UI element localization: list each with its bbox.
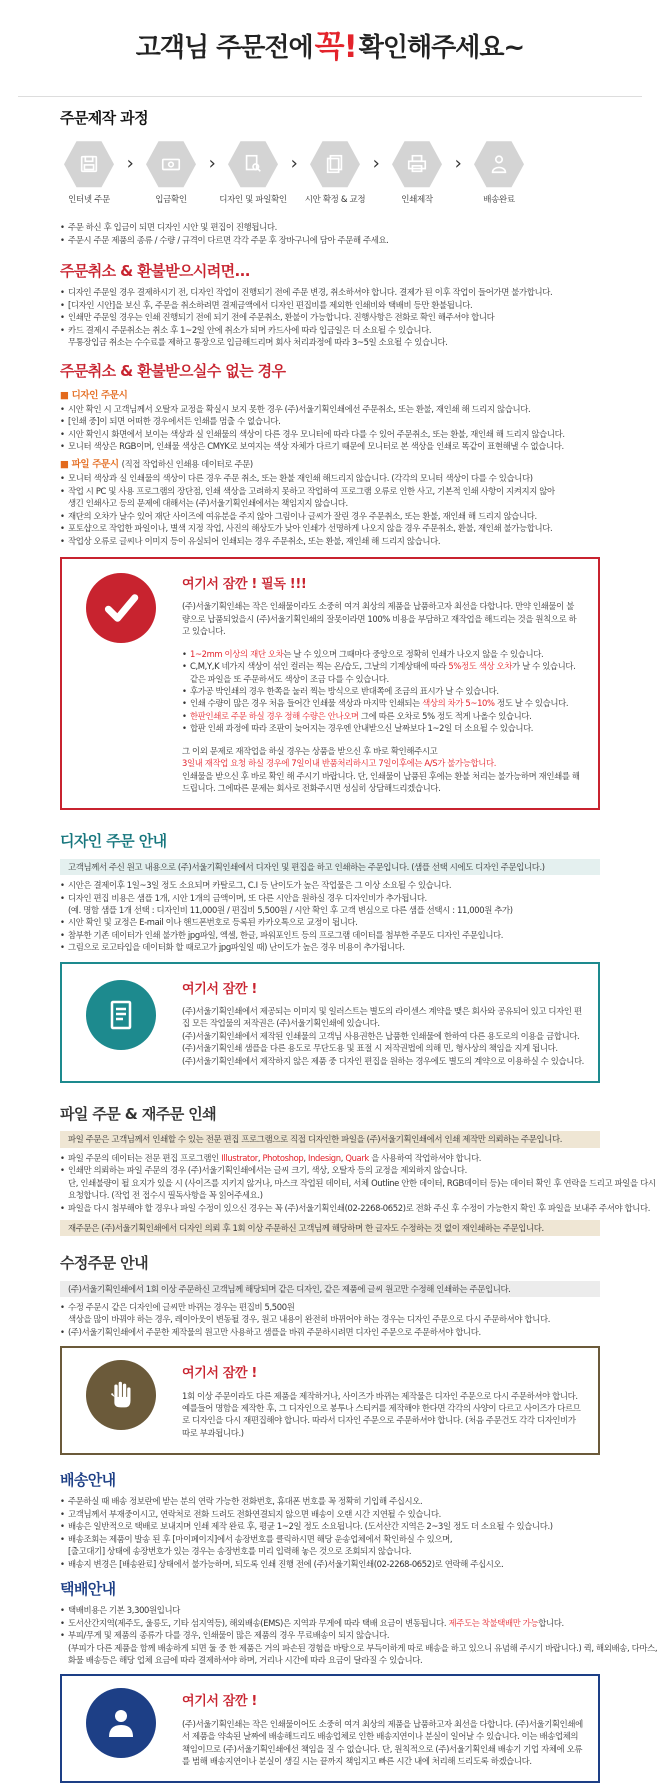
hero-accent: 꼭! [314, 29, 357, 66]
notice-line: (주)서울기획인쇄 샘플을 다른 용도로 무단도용 및 표절 시 저작권법에 의해 민, 형사상의 책임을 지게 됩니다. [182, 1043, 558, 1054]
refund-item: • 디자인 주문일 경우 결제하시기 전, 디자인 작업이 진행되기 전에 주문 변경, 취소하셔야 합니다. 결제가 된 이후 작업이 들어가면 불가합니다. [60, 286, 660, 298]
printer-icon [406, 153, 428, 175]
list-item: • 시안은 결제이후 1일~3일 정도 소요되며 카탈로그, C.I 등 난이도가 높은 작업물은 그 이상 소요될 수 있습니다. [60, 879, 660, 891]
list-item: • 디자인 편집 비용은 샘플 1개, 시안 1개의 금액이며, 또 다른 시안을 원하실 경우 디자인비가 추가됩니다. [60, 892, 660, 904]
list-item: 색상을 많이 바꿔야 하는 경우, 레이아웃이 변동될 경우, 원고 내용이 완전히 바뀌어야 하는 경우는 디자인 주문으로 다시 주문하셔야 합니다. [68, 1314, 551, 1325]
list-item: • 1~2mm 이상의 재단 오차는 날 수 있으며 그때마다 중앙으로 정확히 인쇄가 나오지 않을 수 있습니다. [182, 648, 580, 660]
step-proof: 시안 확정 & 교정 [308, 139, 362, 207]
file-order-rules [60, 472, 660, 547]
design-order-rules [60, 403, 660, 453]
refund-item: • [디자인 시안]을 보신 후, 주문을 취소하려면 결제금액에서 디자인 편집비를 제외한 인쇄비와 택배비 등만 환불됩니다. [60, 299, 660, 311]
list-item: • 고객님께서 부재중이시고, 연락처로 전화 드려도 전화연결되지 않으면 배송이 오랜 시간 지연될 수 있습니다. [60, 1508, 660, 1520]
list-item: • 배송조회는 제품이 발송 된 후 [마이페이지]에서 송장번호를 클릭하시면 해당 운송업체에서 확인하실 수 있으며, [60, 1533, 660, 1545]
person-icon [488, 153, 510, 175]
list-item: • 주문하실 때 배송 정보란에 받는 분의 연락 가능한 전화번호, 휴대폰 번호를 꼭 정확히 기입해 주십시오. [60, 1495, 660, 1507]
list-item: (예. 명함 샘플 1개 선택 : 디자인비 11,000원 / 편집비 5,500원 / 시안 확인 후 고객 변심으로 다른 샘플 선택시 : 11,000원 추가) [68, 904, 513, 915]
step-printing: 인쇄제작 [390, 139, 444, 207]
shipping-list [0, 1495, 660, 1570]
refund-item: • 카드 결제시 주문취소는 취소 후 1~2일 안에 취소가 되며 카드사에 따라 입금일은 더 소요될 수 있습니다. [60, 324, 660, 336]
design-order-title: 디자인 주문 안내 [60, 832, 167, 851]
notice-box-title: 여기서 잠깐 ! [182, 1694, 257, 1710]
process-note: • 주문시 주문 제품의 종류 / 수량 / 규격이 다르면 각각 주문 후 장바구니에 담아 주문해 주세요. [60, 234, 660, 246]
refund-list [0, 286, 660, 348]
list-item: • 후가공 박인쇄의 경우 한쪽을 눌러 찍는 방식으로 반대쪽에 조금의 표시가 날 수 있습니다. [182, 685, 580, 697]
file-order-list [0, 1152, 660, 1214]
notice-box-copyright [0, 962, 660, 1083]
notice-box-p1-red: 3일내 재작업 요청 하실 경우에 7일이내 반품처리하시고 7일이후에는 A/S가 불가능합니다. [182, 758, 497, 769]
list-item: • 참부한 기존 데이터가 인쇄 불가한 jpg파일, 엑셀, 한글, 파워포인트 등의 프로그램 데이터를 첨부한 주문도 디자인 주문입니다. [60, 929, 660, 941]
list-item: • 시안 확인 및 교정은 E-mail 이나 핸드폰번호로 등록된 카카오톡으로 교정이 됩니다. [60, 916, 660, 928]
process-note: • 주문 하신 후 입금이 되면 디자인 시안 및 편집이 진행됩니다. [60, 221, 660, 233]
step-file-check: 디자인 및 파일확인 [226, 139, 280, 207]
notice-box-must-read [0, 557, 660, 810]
notice-line: (주)서울기획인쇄에서 제공되는 이미지 및 일러스트는 별도의 라이센스 계약을 맺은 회사와 공유되어 있고 디자인 편집 모든 작업물의 저작권은 (주)서울기획인쇄에 있습니다. [182, 1005, 582, 1029]
list-item: • 파일을 다시 첨부해야 할 경우나 파일 수정이 있으신 경우는 꼭 (주)서울기획인쇄(02-2268-0652)로 전화 주신 후 수정이 가능한지 확인 후 파일을 보내주 주셔야 합니다. [60, 1202, 660, 1214]
step-arrow: › [126, 152, 134, 174]
refund-item-cont: 무통장입금 취소는 수수료를 제하고 통장으로 입금해드리며 회사 처리과정에 따라 3~5일 소요될 수 있습니다. [68, 337, 448, 347]
refund-item: • 인쇄만 주문일 경우는 인쇄 진행되기 전에 되기 전에 주문취소, 환불이 가능합니다. 진행사항은 전화로 확인 해주셔야 합니다 [60, 311, 660, 323]
notice-box-intro: (주)서울기획인쇄는 작은 인쇄물이라도 소중히 여겨 최상의 제품을 납품하고자 최선을 다합니다. 만약 인쇄물이 불량으로 납품되었을시 (주)서울기획인쇄의 잘못이라면 100% 비용을 부담하고 재작업을 해드리는 것을 원칙으로 하고 있습니다. [182, 601, 577, 637]
notice-box-delivery [0, 1674, 660, 1783]
hero-text-after: 확인해주세요~ [358, 32, 525, 63]
stop-hand-icon [86, 1360, 156, 1430]
documents-icon [324, 153, 346, 175]
list-item: • 인쇄 수량이 많은 경우 처음 들어간 인쇄물 색상과 마지막 인쇄되는 색상의 차가 5~10% 정도 날 수 있습니다. [182, 697, 580, 709]
file-order-programs: • 파일 주문의 데이터는 전문 편집 프로그램인 Illustrator, Photoshop, Indesign, Quark 을 사용하여 작업하셔야 합니다. [60, 1152, 660, 1164]
file-order-title: 파일 주문 & 재주문 인쇄 [60, 1105, 216, 1124]
no-refund-title: 주문취소 & 환불받으실수 없는 경우 [60, 362, 286, 381]
banknote-icon [160, 153, 182, 175]
list-item: • 한판인쇄로 주문 하실 경우 정해 수량은 안나오며 그에 따른 오차로 5% 정도 적게 나올수 있습니다. [182, 710, 580, 722]
list-item: • 부피/무게 및 제품의 종류가 다를 경우, 인쇄물이 많은 제품의 경우 무료배송이 되지 않습니다. [60, 1629, 660, 1641]
design-order-band: 고객님께서 주신 원고 내용으로 (주)서울기획인쇄에서 디자인 및 편집을 하고 인쇄하는 주문입니다. (샘플 선택 시에도 디자인 주문입니다.) [60, 859, 600, 875]
notice-box-title: 여기서 잠깐 ! [182, 981, 257, 997]
document-search-icon [242, 153, 264, 175]
notice-box-revision [0, 1346, 660, 1455]
list-item: • 작업상 오류로 글씨나 이미지 등이 유실되어 인쇄되는 경우 주문취소, 또는 환불, 재인쇄 해 드리지 않습니다. [60, 535, 660, 547]
notice-box-p1: 그 이외 문제로 재작업을 하실 경우는 상품을 받으신 후 바로 확인해주시고 [182, 745, 438, 756]
list-item: • 포토샵으로 작업한 파일이나, 별색 지정 작업, 사진의 해상도가 낮아 인쇄가 선명하게 나오지 않을 경우 주문취소, 환불, 재인쇄 불가능합니다. [60, 522, 660, 534]
revision-list [0, 1301, 660, 1338]
hero-text-before: 고객님 주문전에 [135, 32, 313, 63]
hero-title [0, 0, 660, 96]
notice-box-p2: 인쇄물을 받으신 후 바로 확인 해 주시기 바랍니다. 단, 인쇄물이 납품된 후에는 환불 처리는 불가능하며 재인쇄를 해드립니다. 그에따른 문제는 회사로 전화주시면 성심히 상담해드리겠습니다. [182, 770, 580, 794]
save-disk-icon [78, 153, 100, 175]
list-item: • 재단의 오차가 날수 있어 재단 사이즈에 여유분을 주지 않아 그림이나 글씨가 잘린 경우 주문취소, 또는 환불, 재인쇄 해 드리지 않습니다. [60, 510, 660, 522]
notice-line: (주)서울기획인쇄에서 제작하지 않은 제품 중 디자인 편집을 원하는 경우에도 별도의 계약으로 이용하실 수 있습니다. [182, 1055, 584, 1066]
step-delivery: 배송완료 [472, 139, 526, 207]
process-notes [0, 221, 660, 246]
step-arrow: › [290, 152, 298, 174]
list-item: • 모니터 색상은 RGB이며, 인쇄물 색상은 CMYK로 보여지는 색상 자체가 다르기 때문에 모니터로 본 색상을 인쇄로 똑같이 표현해낼 수 없습니다. [60, 440, 660, 452]
step-arrow: › [208, 152, 216, 174]
list-item: • 시안 확인시 화면에서 보이는 색상과 실 인쇄물의 색상이 다른 경우 모니터에 따라 다를 수 있어 주문취소, 또는 환불, 재인쇄 해 드리지 않습니다. [60, 428, 660, 440]
list-item: • 인쇄만 의뢰하는 파일 주문의 경우 (주)서울기획인쇄에서는 글씨 크기, 색상, 오탈자 등의 교정을 제외하지 않습니다. [60, 1164, 660, 1176]
process-steps [0, 139, 660, 221]
delivery-list [0, 1604, 660, 1666]
reorder-band: 재주문은 (주)서울기획인쇄에서 디자인 의뢰 후 1회 이상 주문하신 고객님께 해당하며 한 글자도 수정하는 것 없이 재인쇄하는 주문입니다. [60, 1220, 600, 1236]
notice-box-text: 1회 이상 주문이라도 다른 제품을 제작하거나, 사이즈가 바뀌는 제작물은 디자인 주문으로 다시 주문하셔야 합니다. 예를들어 명함을 제작한 후, 그 디자인으로 봉투나 스티커를 제작해야 한다면 각각의 사양이 다르고 사이즈가 다르므로 디자인을 다시 재편집해야 합니다. 따라서 디자인 주문으로 주문하셔야 합니다. (처음 주문건도 각각 디자인비가 따로 부과됩니다.) [182, 1390, 581, 1438]
list-item: • 택배비용은 기본 3,300원입니다 [60, 1604, 660, 1616]
revision-title: 수정주문 안내 [60, 1254, 148, 1273]
list-item: • 그림으로 로고타입을 데이터화 할 때로고가 jpg파일일 때) 난이도가 높은 경우 비용이 추가됩니다. [60, 941, 660, 953]
list-item: • 모니터 색상과 실 인쇄물의 색상이 다른 경우 주문 취소, 또는 환불 재인쇄 해드리지 않습니다. (각각의 모니터 색상이 다를 수 있습니다) [60, 472, 660, 484]
list-item: 단, 인쇄불량이 될 요지가 있을 시 (사이즈를 지키지 않거나, 마스크 작업된 데이터, 서체 Outline 안한 데이터, RGB데이터 등)는 데이터 확인 후 연락을 드리고 파일을 다시 요청합니다. (작업 전 접수시 필독사항을 꼭 읽어주세요.) [68, 1177, 656, 1201]
list-item: • 배송은 일반적으로 택배로 보내지며 인쇄 제작 완료 후, 평균 1~2일 정도 소요됩니다. (도서산간 지역은 2~3일 정도 더 소요될 수 있습니다.) [60, 1520, 660, 1532]
design-order-list [0, 879, 660, 954]
step-arrow: › [372, 152, 380, 174]
process-title: 주문제작 과정 [60, 109, 148, 127]
refund-title: 주문취소 & 환불받으시려면... [60, 262, 250, 281]
file-order-band: 파일 주문은 고객님께서 인쇄할 수 있는 전문 편집 프로그램으로 직접 디자인한 파일을 (주)서울기획인쇄에서 인쇄 제작만 의뢰하는 주문입니다. [60, 1131, 600, 1147]
delivery-item-cont: (부피가 다른 제품을 함께 배송하게 되면 둘 중 한 제품은 거의 파손된 경험을 바탕으로 부득이하게 따로 배송을 하고 있으니 유념해 주시기 바랍니다.) 퀵, 해외배송, 다마스, 화물 배송등은 해당 업체 요금에 따라 결제하셔야 하며, 거리나 시간에 따라 요금이 달라질 수 있습니다. [68, 1642, 658, 1666]
list-item: [출고대기] 상태에 송장번호가 있는 경우는 송장번호를 미리 입력해 놓은 것으로 조회되지 않습니다. [68, 1546, 412, 1557]
notice-box-text: (주)서울기획인쇄는 작은 인쇄물이어도 소중히 여겨 최상의 제품을 납품하고자 최선을 다합니다. (주)서울기획인쇄에서 제품을 약속된 날짜에 배송해드리도 배송업체로 인한 배송지연이나 분실이 일어날 수 있습니다. 이는 배송업체의 책임이므로 (주)서울기획인쇄에선 책임을 질 수 없습니다. 단, 원칙적으로 (주)서울기획인쇄 배송기 기업 자체에 오류를 범해 배송지연이나 분실이 생길 시는 끝까지 책임지고 빠른 시간 내에 처리해 드리도록 하겠습니다. [182, 1718, 583, 1767]
delivery-person-icon [86, 1688, 156, 1758]
shipping-title: 배송안내 [60, 1471, 116, 1490]
step-payment: 입금확인 [144, 139, 198, 207]
file-order-subtitle: ■ 파일 주문시 (직접 작업하신 인쇄용 데이터로 주문) [60, 459, 253, 471]
list-item: • [인쇄 중]이 되면 어떠한 경우에서든 인쇄를 멈출 수 없습니다. [60, 415, 660, 427]
list-item: • 수정 주문시 같은 디자인에 글씨만 바뀌는 경우는 편집비 5,500원 [60, 1301, 660, 1313]
list-item: • 도서산간지역(제주도, 울릉도, 기타 섬지역등), 해외배송(EMS)은 지역과 무게에 따라 택배 요금이 변동됩니다. 제주도는 착불택배만 가능합니다. [60, 1617, 660, 1629]
list-item-cont: 같은 파일을 또 주문하셔도 색상이 조금 다를 수 있습니다. [190, 673, 389, 684]
list-item: 생긴 인쇄사고 등의 문제에 대해서는 (주)서울기획인쇄에서는 책임지지 않습니다. [68, 498, 348, 509]
step-online-order: 인터넷 주문 [62, 139, 116, 207]
list-item: • (주)서울기획인쇄에서 주문한 제작물의 원고만 사용하고 샘플을 바꿔 주문하시려면 디자인 주문으로 주문하셔야 합니다. [60, 1326, 660, 1338]
no-refund-section [0, 387, 660, 547]
list-item: • 작업 시 PC 및 사용 프로그램의 장단점, 인쇄 색상을 고려하지 못하고 작업하여 프로그램 오류로 인한 사고, 기본적 인쇄 사항이 지켜지지 않아 [60, 485, 660, 497]
step-arrow: › [454, 152, 462, 174]
list-item: • 배송지 변경은 [배송완료] 상태에서 불가능하며, 되도록 인쇄 진행 전에 (주)서울기획인쇄(02-2268-0652)로 연락해 주십시오. [60, 1558, 660, 1570]
list-item: • 합판 인쇄 과정에 따라 조판이 늦어지는 경우엔 안내받으신 날짜보다 1~2일 더 소요될 수 있습니다. [182, 722, 580, 734]
notice-box-list [182, 648, 580, 735]
revision-band: (주)서울기획인쇄에서 1회 이상 주문하신 고객님께 해당되며 같은 디자인, 같은 제품에 글씨 원고만 수정해 인쇄하는 주문입니다. [60, 1281, 600, 1297]
design-order-subtitle: ■ 디자인 주문시 [60, 389, 128, 401]
check-icon [86, 573, 156, 643]
list-item: • C,M,Y,K 네가지 색상이 섞인 컬러는 찍는 온/습도, 그날의 기계상태에 따라 5%정도 색상 오차가 날 수 있습니다. [182, 660, 580, 672]
notice-line: (주)서울기획인쇄에서 제작된 인쇄물의 고객님 사용권한은 납품한 인쇄물에 한하여 다른 용도로의 이용을 금합니다. [182, 1030, 580, 1041]
notice-box-title: 여기서 잠깐 ! 필독 !!! [182, 577, 307, 593]
notice-box-title: 여기서 잠깐 ! [182, 1366, 257, 1382]
delivery-title: 택배안내 [60, 1580, 116, 1599]
document-icon [86, 980, 156, 1050]
list-item: • 시안 확인 시 고객님께서 오탈자 교정을 확실시 보지 못한 경우 (주)서울기획인쇄에선 주문취소, 또는 환불, 재인쇄 해 드리지 않습니다. [60, 403, 660, 415]
